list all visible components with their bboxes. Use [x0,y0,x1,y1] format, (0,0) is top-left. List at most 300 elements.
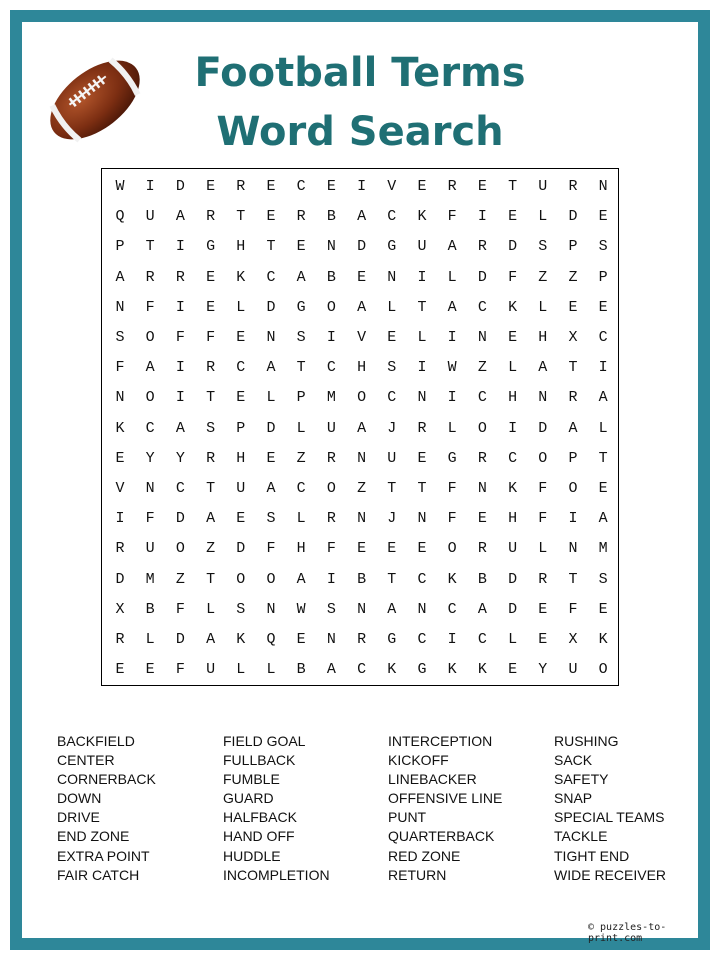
grid-cell[interactable]: R [206,208,216,226]
grid-cell[interactable]: C [387,208,397,226]
grid-cell[interactable]: A [175,208,185,226]
grid-cell[interactable]: F [447,480,457,497]
grid-cell[interactable]: R [115,631,125,648]
grid-cell[interactable]: K [447,570,457,588]
grid-cell[interactable]: G [417,661,427,679]
grid-cell[interactable]: E [266,178,276,195]
grid-cell[interactable]: C [477,298,487,316]
grid-cell[interactable]: T [206,570,216,588]
grid-cell[interactable]: I [417,268,427,286]
grid-cell[interactable]: M [145,570,155,588]
grid-cell[interactable]: E [357,540,367,558]
grid-cell[interactable]: N [266,600,276,618]
grid-cell[interactable]: C [236,359,246,377]
grid-cell[interactable]: R [477,540,487,558]
grid-cell[interactable]: K [115,419,125,437]
grid-cell[interactable]: G [206,238,216,256]
grid-cell[interactable]: Y [175,449,185,467]
grid-cell[interactable]: R [115,540,125,558]
grid-cell[interactable]: W [115,178,125,195]
grid-cell[interactable]: E [568,298,578,316]
grid-cell[interactable]: N [326,631,336,648]
grid-cell[interactable]: N [477,329,487,346]
word-list-item: END ZONE [57,828,130,845]
grid-cell[interactable]: A [598,510,608,528]
grid-cell[interactable]: K [508,298,518,316]
grid-cell[interactable]: T [568,570,578,588]
grid-cell[interactable]: R [175,268,185,286]
grid-cell[interactable]: H [357,359,367,377]
grid-cell[interactable]: U [508,540,518,558]
grid-cell[interactable]: A [206,510,216,528]
grid-cell[interactable]: A [145,359,155,377]
grid-cell[interactable]: O [357,389,367,407]
grid-cell[interactable]: A [538,359,548,377]
grid-cell[interactable]: L [538,208,548,226]
grid-cell[interactable]: E [508,329,518,346]
grid-cell[interactable]: U [236,480,246,497]
grid-cell[interactable]: S [266,510,276,528]
grid-cell[interactable]: W [296,600,306,618]
grid-cell[interactable]: Y [145,449,155,467]
grid-cell[interactable]: C [598,329,608,346]
grid-cell[interactable]: V [387,178,397,195]
grid-cell[interactable]: H [296,540,306,558]
grid-cell[interactable]: N [417,389,427,407]
grid-cell[interactable]: D [175,631,185,648]
grid-cell[interactable]: A [206,631,216,648]
grid-cell[interactable]: L [296,419,306,437]
grid-cell[interactable]: D [357,238,367,256]
grid-cell[interactable]: E [598,600,608,618]
grid-cell[interactable]: O [175,540,185,558]
grid-cell[interactable]: G [296,298,306,316]
grid-cell[interactable]: N [115,389,125,407]
grid-cell[interactable]: L [538,540,548,558]
grid-cell[interactable]: N [477,480,487,497]
grid-cell[interactable]: J [387,510,397,528]
grid-cell[interactable]: E [357,268,367,286]
grid-cell[interactable]: E [206,298,216,316]
grid-cell[interactable]: R [447,178,457,195]
grid-cell[interactable]: X [568,631,578,648]
grid-cell[interactable]: N [598,178,608,195]
grid-cell[interactable]: I [568,510,578,528]
grid-cell[interactable]: A [357,208,367,226]
grid-cell[interactable]: F [326,540,336,558]
grid-cell[interactable]: I [447,389,457,407]
grid-cell[interactable]: T [568,359,578,377]
grid-cell[interactable]: L [447,419,457,437]
grid-cell[interactable]: L [236,298,246,316]
grid-cell[interactable]: K [417,208,427,226]
grid-cell[interactable]: D [477,268,487,286]
grid-cell[interactable]: L [236,661,246,679]
grid-cell[interactable]: O [598,661,608,679]
grid-cell[interactable]: L [417,329,427,346]
grid-cell[interactable]: I [357,178,367,195]
grid-cell[interactable]: R [206,359,216,377]
grid-cell[interactable]: C [508,449,518,467]
grid-cell[interactable]: E [236,329,246,346]
grid-cell[interactable]: L [206,600,216,618]
grid-cell[interactable]: L [145,631,155,648]
grid-cell[interactable]: E [417,540,427,558]
grid-cell[interactable]: Z [568,268,578,286]
grid-cell[interactable]: Q [266,631,276,648]
grid-cell[interactable]: Z [538,268,548,286]
grid-cell[interactable]: U [417,238,427,256]
grid-cell[interactable]: L [508,631,518,648]
grid-cell[interactable]: T [206,480,216,497]
grid-cell[interactable]: T [387,480,397,497]
grid-cell[interactable]: D [508,600,518,618]
word-list-item: FULLBACK [223,752,296,769]
grid-cell[interactable]: E [236,510,246,528]
grid-cell[interactable]: U [145,208,155,226]
grid-cell[interactable]: L [387,298,397,316]
grid-cell[interactable]: E [296,631,306,648]
grid-cell[interactable]: S [206,419,216,437]
grid-cell[interactable]: T [296,359,306,377]
grid-cell[interactable]: L [508,359,518,377]
grid-cell[interactable]: E [206,178,216,195]
grid-cell[interactable]: E [477,178,487,195]
grid-cell[interactable]: D [115,570,125,588]
grid-cell[interactable]: E [417,449,427,467]
word-list-item: HUDDLE [223,847,281,864]
grid-cell[interactable]: B [357,570,367,588]
grid-cell[interactable]: U [326,419,336,437]
grid-cell[interactable]: D [266,419,276,437]
grid-cell[interactable]: H [538,329,548,346]
grid-cell[interactable]: E [598,208,608,226]
grid-cell[interactable]: M [598,540,608,558]
grid-cell[interactable]: E [387,540,397,558]
grid-cell[interactable]: Z [175,570,185,588]
grid-cell[interactable]: D [175,510,185,528]
grid-cell[interactable]: C [417,631,427,648]
grid-cell[interactable]: E [387,329,397,346]
grid-cell[interactable]: F [508,268,518,286]
grid-cell[interactable]: W [447,359,457,377]
grid-cell[interactable]: Q [115,208,125,226]
grid-cell[interactable]: C [296,480,306,497]
grid-cell[interactable]: B [145,600,155,618]
grid-cell[interactable]: R [538,570,548,588]
grid-cell[interactable]: A [568,419,578,437]
grid-cell[interactable]: S [326,600,336,618]
grid-cell[interactable]: S [236,600,246,618]
grid-cell[interactable]: X [568,329,578,346]
grid-cell[interactable]: F [447,510,457,528]
grid-cell[interactable]: U [145,540,155,558]
grid-cell[interactable]: K [447,661,457,679]
grid-cell[interactable]: P [115,238,125,256]
grid-cell[interactable]: S [598,570,608,588]
grid-cell[interactable]: F [568,600,578,618]
grid-cell[interactable]: L [447,268,457,286]
grid-cell[interactable]: A [175,419,185,437]
grid-cell[interactable]: F [175,661,185,679]
grid-cell[interactable]: B [296,661,306,679]
grid-cell[interactable]: H [508,510,518,528]
grid-cell[interactable]: N [357,600,367,618]
grid-cell[interactable]: O [145,389,155,407]
grid-cell[interactable]: D [266,298,276,316]
grid-cell[interactable]: L [296,510,306,528]
grid-cell[interactable]: E [266,449,276,467]
grid-cell[interactable]: C [477,389,487,407]
grid-cell[interactable]: E [115,661,125,679]
grid-cell[interactable]: F [145,298,155,316]
grid-cell[interactable]: T [266,238,276,256]
grid-cell[interactable]: T [387,570,397,588]
word-list-item: FAIR CATCH [57,866,140,883]
grid-cell[interactable]: T [417,480,427,497]
grid-cell[interactable]: V [357,329,367,346]
grid-cell[interactable]: T [236,208,246,226]
grid-cell[interactable]: E [115,449,125,467]
grid-cell[interactable]: H [236,238,246,256]
grid-cell[interactable]: I [326,570,336,588]
grid-cell[interactable]: E [266,208,276,226]
grid-cell[interactable]: A [296,570,306,588]
grid-cell[interactable]: K [236,631,246,648]
grid-cell[interactable]: C [417,570,427,588]
grid-cell[interactable]: U [387,449,397,467]
grid-cell[interactable]: O [447,540,457,558]
grid-cell[interactable]: N [538,389,548,407]
grid-cell[interactable]: I [598,359,608,377]
grid-cell[interactable]: O [568,480,578,497]
grid-cell[interactable]: R [417,419,427,437]
grid-cell[interactable]: C [175,480,185,497]
grid-cell[interactable]: A [357,419,367,437]
grid-cell[interactable]: F [145,510,155,528]
grid-cell[interactable]: N [357,449,367,467]
grid-cell[interactable]: S [598,238,608,256]
word-list-item: RED ZONE [388,847,461,864]
grid-cell[interactable]: I [447,631,457,648]
grid-cell[interactable]: O [326,480,336,497]
grid-cell[interactable]: A [115,268,125,286]
grid-cell[interactable]: O [236,570,246,588]
grid-cell[interactable]: R [326,449,336,467]
grid-cell[interactable]: A [326,661,336,679]
grid-cell[interactable]: B [477,570,487,588]
grid-cell[interactable]: C [145,419,155,437]
grid-cell[interactable]: G [387,631,397,648]
grid-cell[interactable]: R [206,449,216,467]
grid-cell[interactable]: L [266,661,276,679]
grid-cell[interactable]: G [447,449,457,467]
grid-cell[interactable]: I [447,329,457,346]
grid-cell[interactable]: I [145,178,155,195]
grid-cell[interactable]: I [115,510,125,528]
grid-cell[interactable]: H [508,389,518,407]
grid-cell[interactable]: E [538,631,548,648]
grid-cell[interactable]: I [326,329,336,346]
grid-cell[interactable]: D [508,238,518,256]
grid-cell[interactable]: A [598,389,608,407]
grid-cell[interactable]: N [417,510,427,528]
grid-cell[interactable]: S [538,238,548,256]
grid-cell[interactable]: F [115,359,125,377]
grid-cell[interactable]: U [206,661,216,679]
grid-cell[interactable]: J [387,419,397,437]
grid-cell[interactable]: K [387,661,397,679]
grid-cell[interactable]: E [477,510,487,528]
grid-cell[interactable]: C [477,631,487,648]
grid-cell[interactable]: I [175,389,185,407]
grid-cell[interactable]: C [296,178,306,195]
grid-cell[interactable]: E [508,208,518,226]
grid-cell[interactable]: S [387,359,397,377]
grid-cell[interactable]: R [477,449,487,467]
grid-cell[interactable]: D [508,570,518,588]
grid-cell[interactable]: I [175,359,185,377]
grid-cell[interactable]: I [175,238,185,256]
grid-cell[interactable]: E [206,268,216,286]
grid-cell[interactable]: E [538,600,548,618]
grid-cell[interactable]: E [417,178,427,195]
grid-cell[interactable]: K [236,268,246,286]
grid-cell[interactable]: U [538,178,548,195]
grid-cell[interactable]: B [326,208,336,226]
grid-cell[interactable]: T [145,238,155,256]
word-list-item: RUSHING [554,733,619,749]
grid-cell[interactable]: N [326,238,336,256]
grid-cell[interactable]: N [387,268,397,286]
grid-cell[interactable]: U [568,661,578,679]
grid-cell[interactable]: D [175,178,185,195]
grid-cell[interactable]: R [568,389,578,407]
grid-cell[interactable]: T [508,178,518,195]
grid-cell[interactable]: R [568,178,578,195]
grid-cell[interactable]: A [266,359,276,377]
grid-cell[interactable]: E [598,298,608,316]
grid-cell[interactable]: K [477,661,487,679]
grid-cell[interactable]: A [387,600,397,618]
grid-cell[interactable]: R [326,510,336,528]
grid-cell[interactable]: Z [357,480,367,497]
grid-cell[interactable]: V [115,480,125,497]
grid-cell[interactable]: A [357,298,367,316]
grid-cell[interactable]: N [568,540,578,558]
grid-cell[interactable]: D [236,540,246,558]
grid-cell[interactable]: B [326,268,336,286]
grid-cell[interactable]: R [296,208,306,226]
grid-cell[interactable]: E [145,661,155,679]
grid-cell[interactable]: L [598,419,608,437]
grid-cell[interactable]: A [447,298,457,316]
grid-cell[interactable]: F [538,510,548,528]
grid-cell[interactable]: P [568,449,578,467]
grid-cell[interactable]: X [115,600,125,618]
grid-cell[interactable]: Y [538,661,548,679]
grid-cell[interactable]: I [417,359,427,377]
grid-cell[interactable]: F [447,208,457,226]
grid-cell[interactable]: F [175,600,185,618]
grid-cell[interactable]: E [326,178,336,195]
word-list-item: INTERCEPTION [388,733,493,749]
grid-cell[interactable]: P [236,419,246,437]
grid-cell[interactable]: C [447,600,457,618]
grid-cell[interactable]: P [598,268,608,286]
grid-cell[interactable]: F [266,540,276,558]
grid-cell[interactable]: I [175,298,185,316]
grid-cell[interactable]: S [296,329,306,346]
word-list-item: SPECIAL TEAMS [554,809,665,826]
grid-cell[interactable]: C [326,359,336,377]
grid-cell[interactable]: H [236,449,246,467]
grid-cell[interactable]: R [145,268,155,286]
grid-cell[interactable]: Z [477,359,487,377]
grid-cell[interactable]: P [296,389,306,407]
grid-cell[interactable]: R [236,178,246,195]
grid-cell[interactable]: I [508,419,518,437]
grid-cell[interactable]: N [357,510,367,528]
grid-cell[interactable]: N [266,329,276,346]
grid-cell[interactable]: K [598,631,608,648]
word-list-column [554,732,666,885]
grid-cell[interactable]: G [387,238,397,256]
grid-cell[interactable]: E [598,480,608,497]
page-title-line-1: Football Terms [194,50,526,96]
grid-cell[interactable]: Z [296,449,306,467]
grid-cell[interactable]: F [206,329,216,346]
grid-cell[interactable]: C [387,389,397,407]
grid-cell[interactable]: P [568,238,578,256]
grid-cell[interactable]: N [417,600,427,618]
grid-cell[interactable]: R [477,238,487,256]
grid-cell[interactable]: A [447,238,457,256]
grid-cell[interactable]: R [357,631,367,648]
grid-cell[interactable]: A [477,600,487,618]
grid-cell[interactable]: N [115,298,125,316]
football-icon [44,52,146,148]
grid-cell[interactable]: C [357,661,367,679]
grid-cell[interactable]: E [236,389,246,407]
grid-cell[interactable]: F [175,329,185,346]
grid-cell[interactable]: L [266,389,276,407]
grid-cell[interactable]: I [477,208,487,226]
grid-cell[interactable]: N [145,480,155,497]
grid-cell[interactable]: D [538,419,548,437]
grid-cell[interactable]: A [296,268,306,286]
grid-cell[interactable]: O [326,298,336,316]
grid-cell[interactable]: M [326,389,336,407]
grid-cell[interactable]: O [538,449,548,467]
grid-cell[interactable]: O [477,419,487,437]
grid-cell[interactable]: F [538,480,548,497]
grid-cell[interactable]: E [508,661,518,679]
grid-cell[interactable]: S [115,329,125,346]
grid-cell[interactable]: K [508,480,518,497]
grid-cell[interactable]: O [145,329,155,346]
grid-cell[interactable]: L [538,298,548,316]
grid-cell[interactable]: E [296,238,306,256]
grid-cell[interactable]: C [266,268,276,286]
grid-cell[interactable]: T [598,449,608,467]
grid-cell[interactable]: Z [206,540,216,558]
grid-cell[interactable]: T [206,389,216,407]
grid-cell[interactable]: T [417,298,427,316]
grid-cell[interactable]: O [266,570,276,588]
grid-cell[interactable]: D [568,208,578,226]
grid-cell[interactable]: A [266,480,276,497]
